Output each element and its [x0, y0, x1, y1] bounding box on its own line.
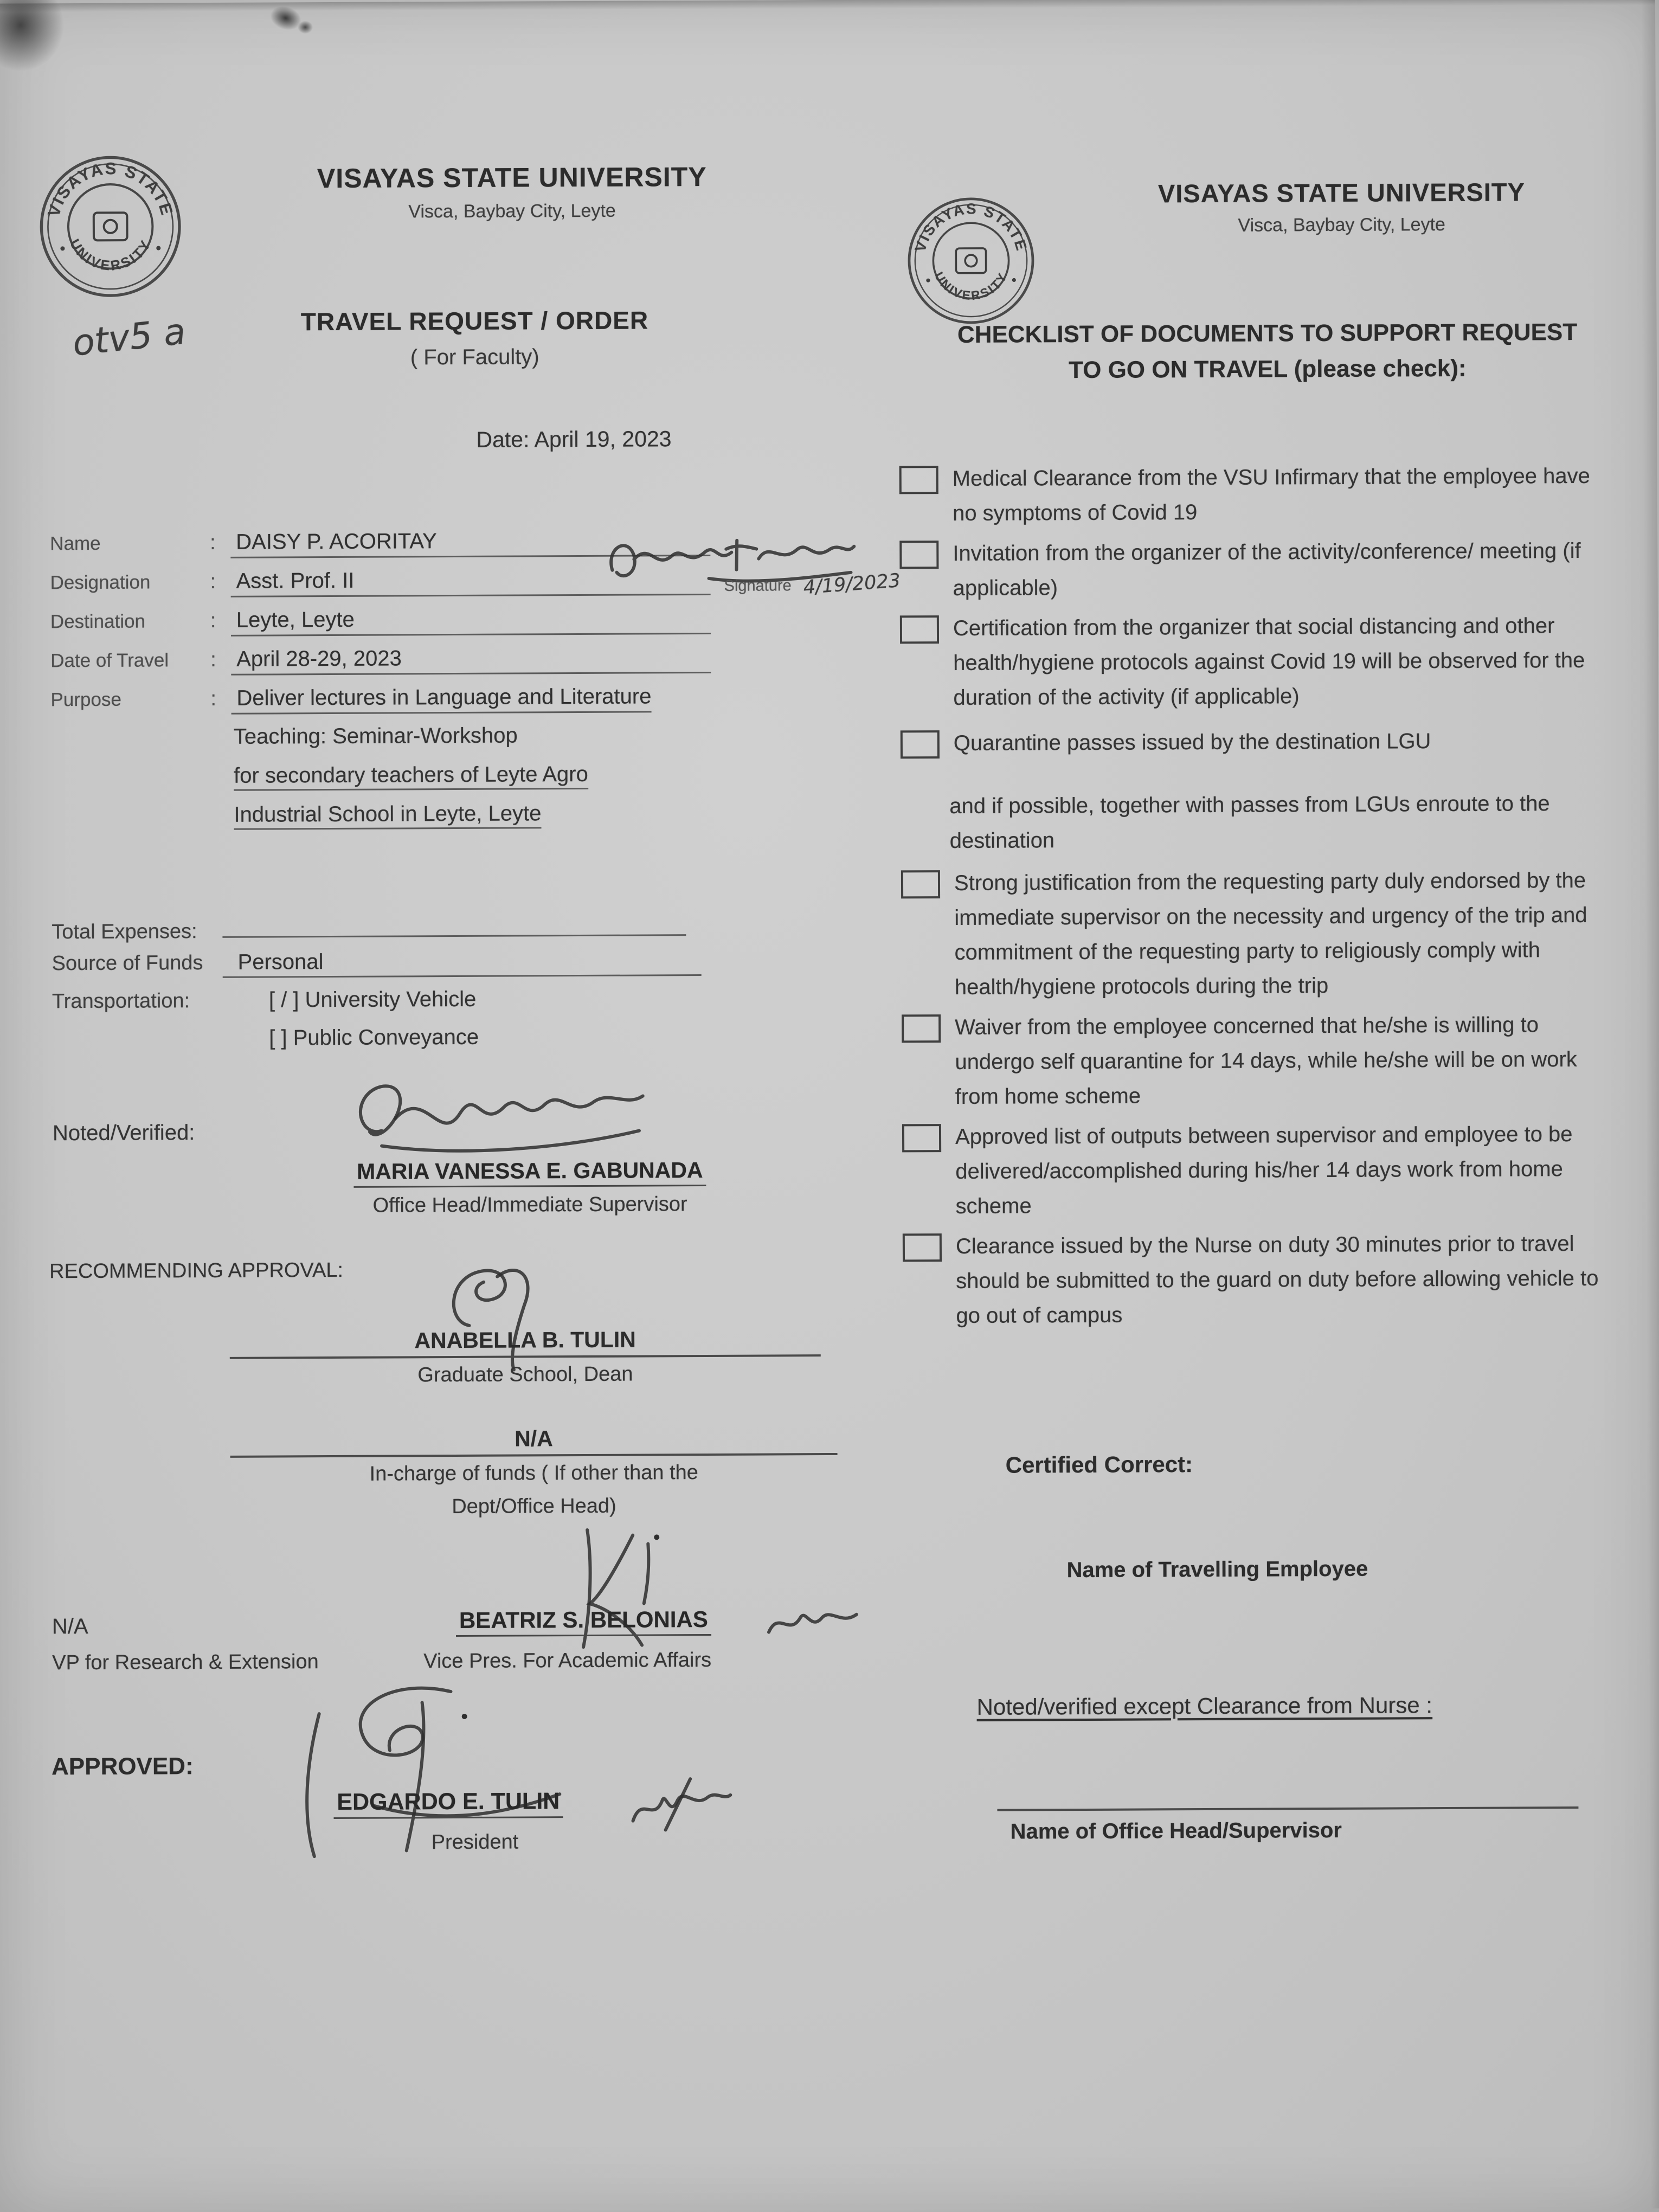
transportation-row	[52, 986, 811, 1027]
vp-academic-name: BEATRIZ S. BELONIAS	[456, 1606, 711, 1637]
funds-incharge-value: N/A	[515, 1426, 553, 1451]
supervisor-title: Office Head/Immediate Supervisor	[372, 1193, 687, 1217]
transport-spacer	[52, 1045, 223, 1046]
field-label: Destination	[50, 610, 146, 633]
left-header	[241, 160, 783, 223]
university-name: VISAYAS STATE UNIVERSITY	[1158, 177, 1526, 208]
source-of-funds-label: Source of Funds	[52, 951, 203, 975]
source-of-funds-row	[52, 948, 811, 989]
signature-president-initials	[626, 1769, 735, 1846]
university-address: Visca, Baybay City, Leyte	[1238, 214, 1445, 236]
checklist-item	[899, 533, 1626, 606]
supervisor-block	[272, 1157, 787, 1218]
vp-research-title: VP for Research & Extension	[52, 1650, 319, 1675]
president-name: EDGARDO E. TULIN	[333, 1788, 563, 1819]
checklist-item-text: Approved list of outputs between supervisor and employee to be delivered/accomplished during his/her 14 days work from home scheme	[955, 1122, 1573, 1218]
field-row-purpose	[50, 684, 864, 726]
checklist-item-text: Invitation from the organizer of the activity/conference/ meeting (if applicable)	[953, 538, 1581, 601]
supervisor-name: MARIA VANESSA E. GABUNADA	[353, 1158, 706, 1188]
checklist-item	[900, 608, 1627, 716]
office-head-caption: Name of Office Head/Supervisor	[1010, 1818, 1342, 1844]
funds-incharge-caption: Dept/Office Head)	[452, 1494, 616, 1519]
vp-academic-name-wrap	[456, 1606, 711, 1637]
form-title-block	[230, 305, 719, 371]
checklist-item-text: Medical Clearance from the VSU Infirmary that the employee have no symptoms of Covid 19	[952, 464, 1590, 526]
checklist-item	[901, 863, 1628, 1005]
form-date: Date: April 19, 2023	[476, 426, 672, 452]
field-value-destination: Leyte, Leyte	[231, 606, 711, 636]
svg-text:UNIVERSITY	[932, 269, 1011, 303]
checkbox	[902, 1014, 941, 1043]
transportation-label: Transportation:	[52, 989, 190, 1013]
approved-label: APPROVED:	[51, 1753, 194, 1780]
funds-incharge-block	[230, 1425, 838, 1520]
transport-option-university-vehicle: [ / ] University Vehicle	[268, 987, 477, 1012]
signature-caption-row	[724, 570, 902, 599]
svg-text:VISAYAS STATE	[911, 200, 1031, 254]
office-head-signature-line	[997, 1806, 1578, 1811]
checkbox	[901, 870, 940, 898]
university-address: Visca, Baybay City, Leyte	[408, 200, 616, 222]
field-colon: :	[210, 609, 216, 632]
president-title: President	[431, 1830, 519, 1854]
checkbox	[903, 1233, 942, 1262]
scan-top-edge-shadow	[0, 0, 1655, 12]
vp-academic-title: Vice Pres. For Academic Affairs	[423, 1648, 712, 1673]
field-colon: :	[210, 531, 216, 554]
handwritten-code: otv5 a	[70, 310, 188, 364]
checklist-item-text: Waiver from the employee concerned that he/she is willing to undergo self quarantine for 14 days, while he/she will be on work from home scheme	[955, 1013, 1577, 1109]
field-colon: :	[210, 687, 217, 710]
transportation-row-2	[52, 1024, 811, 1065]
expenses-block	[52, 910, 811, 1065]
checklist	[899, 459, 1630, 1339]
field-row-destination	[50, 606, 864, 648]
checkbox	[899, 541, 938, 569]
handwritten-signature-date: 4/19/2023	[802, 570, 902, 599]
noted-verified-label: Noted/Verified:	[52, 1121, 195, 1146]
checklist-title-line2: TO GO ON TRAVEL (please check):	[1068, 355, 1467, 384]
field-value-purpose: Deliver lectures in Language and Literature	[231, 684, 651, 714]
field-value-designation: Asst. Prof. II	[230, 567, 710, 597]
university-name: VISAYAS STATE UNIVERSITY	[317, 161, 707, 194]
dean-block	[230, 1326, 821, 1388]
source-of-funds-value: Personal	[223, 948, 702, 978]
checklist-item-text: Strong justification from the requesting party duly endorsed by the immediate supervisor on the necessity and urgency of the trip and commitment of the requesting party to religiously comply with health/hygiene protocols during the trip	[954, 868, 1587, 999]
purpose-line: Industrial School in Leyte, Leyte	[234, 801, 541, 829]
field-row-travel-date	[50, 645, 864, 687]
form-subtitle: ( For Faculty)	[410, 345, 539, 370]
field-colon: :	[210, 648, 216, 671]
checklist-item-text: Quarantine passes issued by the destination LGU	[953, 729, 1431, 755]
total-expenses-row	[52, 910, 811, 951]
checkbox	[900, 615, 939, 644]
vsu-seal-left	[37, 153, 183, 299]
field-colon: :	[210, 570, 216, 593]
field-value-travel-date: April 28-29, 2023	[231, 645, 711, 676]
checklist-item-text: Clearance issued by the Nurse on duty 30 minutes prior to travel should be submitted to the guard on duty before allowing vehicle to go out of campus	[955, 1232, 1599, 1328]
checklist-item	[901, 723, 1627, 761]
dean-name: ANABELLA B. TULIN	[414, 1327, 636, 1353]
signature-vp-initials	[763, 1593, 861, 1653]
purpose-line: for secondary teachers of Leyte Agro	[234, 762, 588, 791]
signature-caption: Signature	[724, 577, 792, 595]
checkbox	[899, 466, 938, 494]
vp-research-value: N/A	[52, 1614, 88, 1639]
noted-except-label: Noted/verified except Clearance from Nurse :	[976, 1692, 1433, 1720]
svg-text:VISAYAS STATE	[44, 159, 177, 219]
dean-title: Graduate School, Dean	[417, 1362, 633, 1387]
seal-text-bottom: UNIVERSITY	[931, 269, 1011, 303]
signature-supervisor	[343, 1064, 653, 1166]
seal-text-top: VISAYAS STATE	[911, 200, 1031, 254]
field-value-name: DAISY P. ACORITAY	[230, 528, 710, 558]
certified-correct-label: Certified Correct:	[1005, 1451, 1193, 1478]
right-header	[1070, 177, 1612, 237]
checkbox	[902, 1124, 941, 1152]
scan-right-edge-shadow	[1641, 0, 1659, 2208]
form-title: TRAVEL REQUEST / ORDER	[300, 306, 649, 336]
vsu-seal-right	[905, 195, 1036, 326]
field-label: Designation	[50, 571, 151, 594]
recommending-approval-label: RECOMMENDING APPROVAL:	[49, 1258, 344, 1283]
scan-mark	[298, 21, 313, 34]
seal-text-bottom: UNIVERSITY	[66, 236, 155, 274]
checklist-title	[904, 314, 1631, 389]
field-label: Name	[50, 532, 101, 555]
president-name-wrap	[333, 1788, 563, 1819]
total-expenses-label: Total Expenses:	[52, 920, 197, 944]
svg-text:UNIVERSITY	[67, 236, 155, 274]
transport-option-public-conveyance: [ ] Public Conveyance	[269, 1025, 479, 1050]
checklist-title-line1: CHECKLIST OF DOCUMENTS TO SUPPORT REQUEST	[957, 318, 1578, 348]
field-label: Date of Travel	[50, 650, 169, 672]
field-label: Purpose	[50, 689, 121, 711]
checkbox	[901, 730, 940, 758]
checklist-item	[903, 1226, 1630, 1334]
checklist-item	[902, 1117, 1629, 1224]
travelling-employee-caption: Name of Travelling Employee	[1066, 1557, 1368, 1583]
checklist-item	[899, 459, 1626, 531]
funds-incharge-caption: In-charge of funds ( If other than the	[369, 1461, 698, 1486]
seal-text-top: VISAYAS STATE	[44, 159, 177, 219]
checklist-note: and if possible, together with passes from LGUs enroute to the destination	[949, 792, 1550, 853]
total-expenses-blank-line	[222, 910, 686, 938]
checklist-item	[902, 1007, 1629, 1115]
purpose-line: Teaching: Seminar-Workshop	[233, 723, 518, 749]
checklist-item-text: Certification from the organizer that social distancing and other health/hygiene protocols against Covid 19 will be observed for the duration of the activity (if applicable)	[953, 614, 1585, 710]
purpose-continuation	[234, 723, 589, 842]
